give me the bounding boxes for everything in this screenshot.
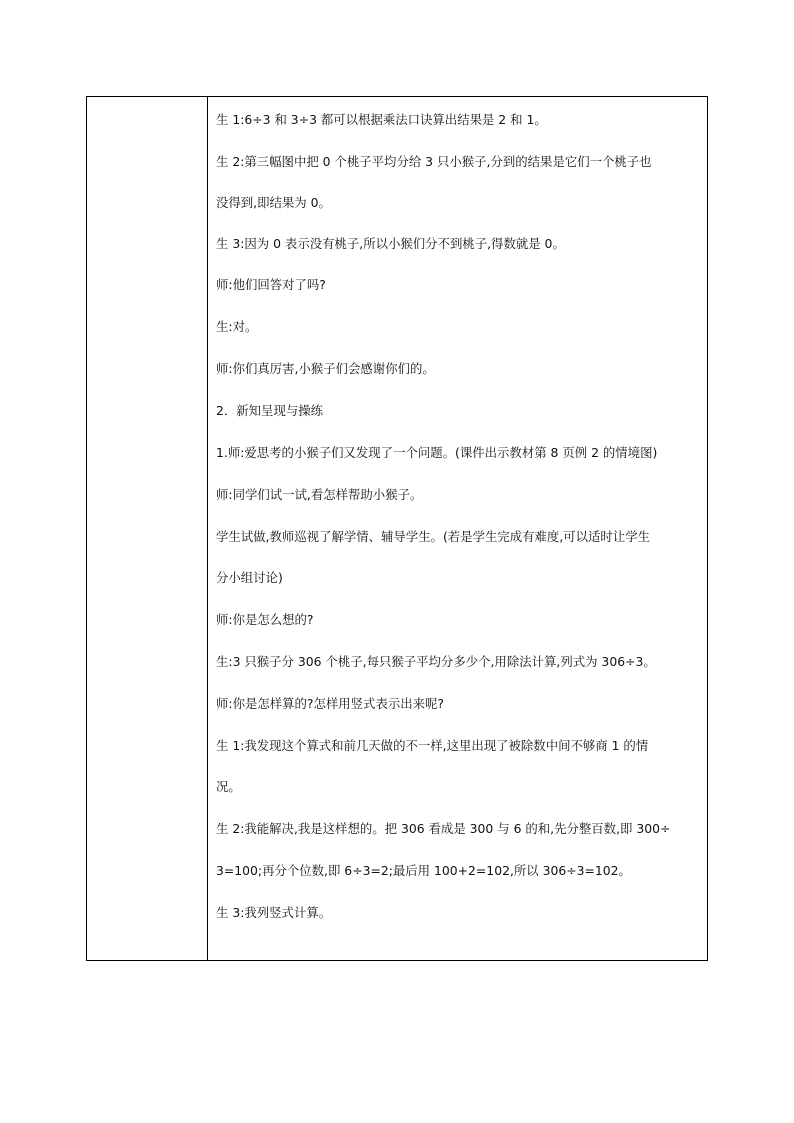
content-line: 生 1:我发现这个算式和前几天做的不一样,这里出现了被除数中间不够商 1 的情 xyxy=(216,738,649,753)
content-line: 3=100;再分个位数,即 6÷3=2;最后用 100+2=102,所以 306÷3=102。 xyxy=(216,863,631,878)
content-line: 生 1:6÷3 和 3÷3 都可以根据乘法口诀算出结果是 2 和 1。 xyxy=(216,112,547,127)
section-heading: 2．新知呈现与操练 xyxy=(216,403,324,418)
lesson-plan-table xyxy=(86,96,708,961)
content-line: 生:对。 xyxy=(216,319,258,334)
content-line: 学生试做,教师巡视了解学情、辅导学生。(若是学生完成有难度,可以适时让学生 xyxy=(216,529,650,544)
content-line: 生 3:我列竖式计算。 xyxy=(216,905,332,920)
content-line: 生 3:因为 0 表示没有桃子,所以小猴们分不到桃子,得数就是 0。 xyxy=(216,236,565,251)
left-column-cell xyxy=(87,97,208,960)
content-line: 师:他们回答对了吗? xyxy=(216,277,326,292)
content-line: 生 2:第三幅图中把 0 个桃子平均分给 3 只小猴子,分到的结果是它们一个桃子也 xyxy=(216,154,652,169)
content-line: 生:3 只猴子分 306 个桃子,每只猴子平均分多少个,用除法计算,列式为 306÷3。 xyxy=(216,654,656,669)
content-line: 生 2:我能解决,我是这样想的。把 306 看成是 300 与 6 的和,先分整百数,即 300÷ xyxy=(216,821,671,836)
content-line: 师:你们真厉害,小猴子们会感谢你们的。 xyxy=(216,361,435,376)
content-line: 分小组讨论) xyxy=(216,570,283,585)
content-line: 没得到,即结果为 0。 xyxy=(216,195,331,210)
content-line: 师:你是怎么想的? xyxy=(216,612,314,627)
content-line: 1.师:爱思考的小猴子们又发现了一个问题。(课件出示教材第 8 页例 2 的情境图) xyxy=(216,445,658,460)
content-line: 师:同学们试一试,看怎样帮助小猴子。 xyxy=(216,487,423,502)
content-line: 师:你是怎样算的?怎样用竖式表示出来呢? xyxy=(216,696,444,711)
lesson-content-cell xyxy=(208,97,707,960)
content-line: 况。 xyxy=(216,779,241,794)
